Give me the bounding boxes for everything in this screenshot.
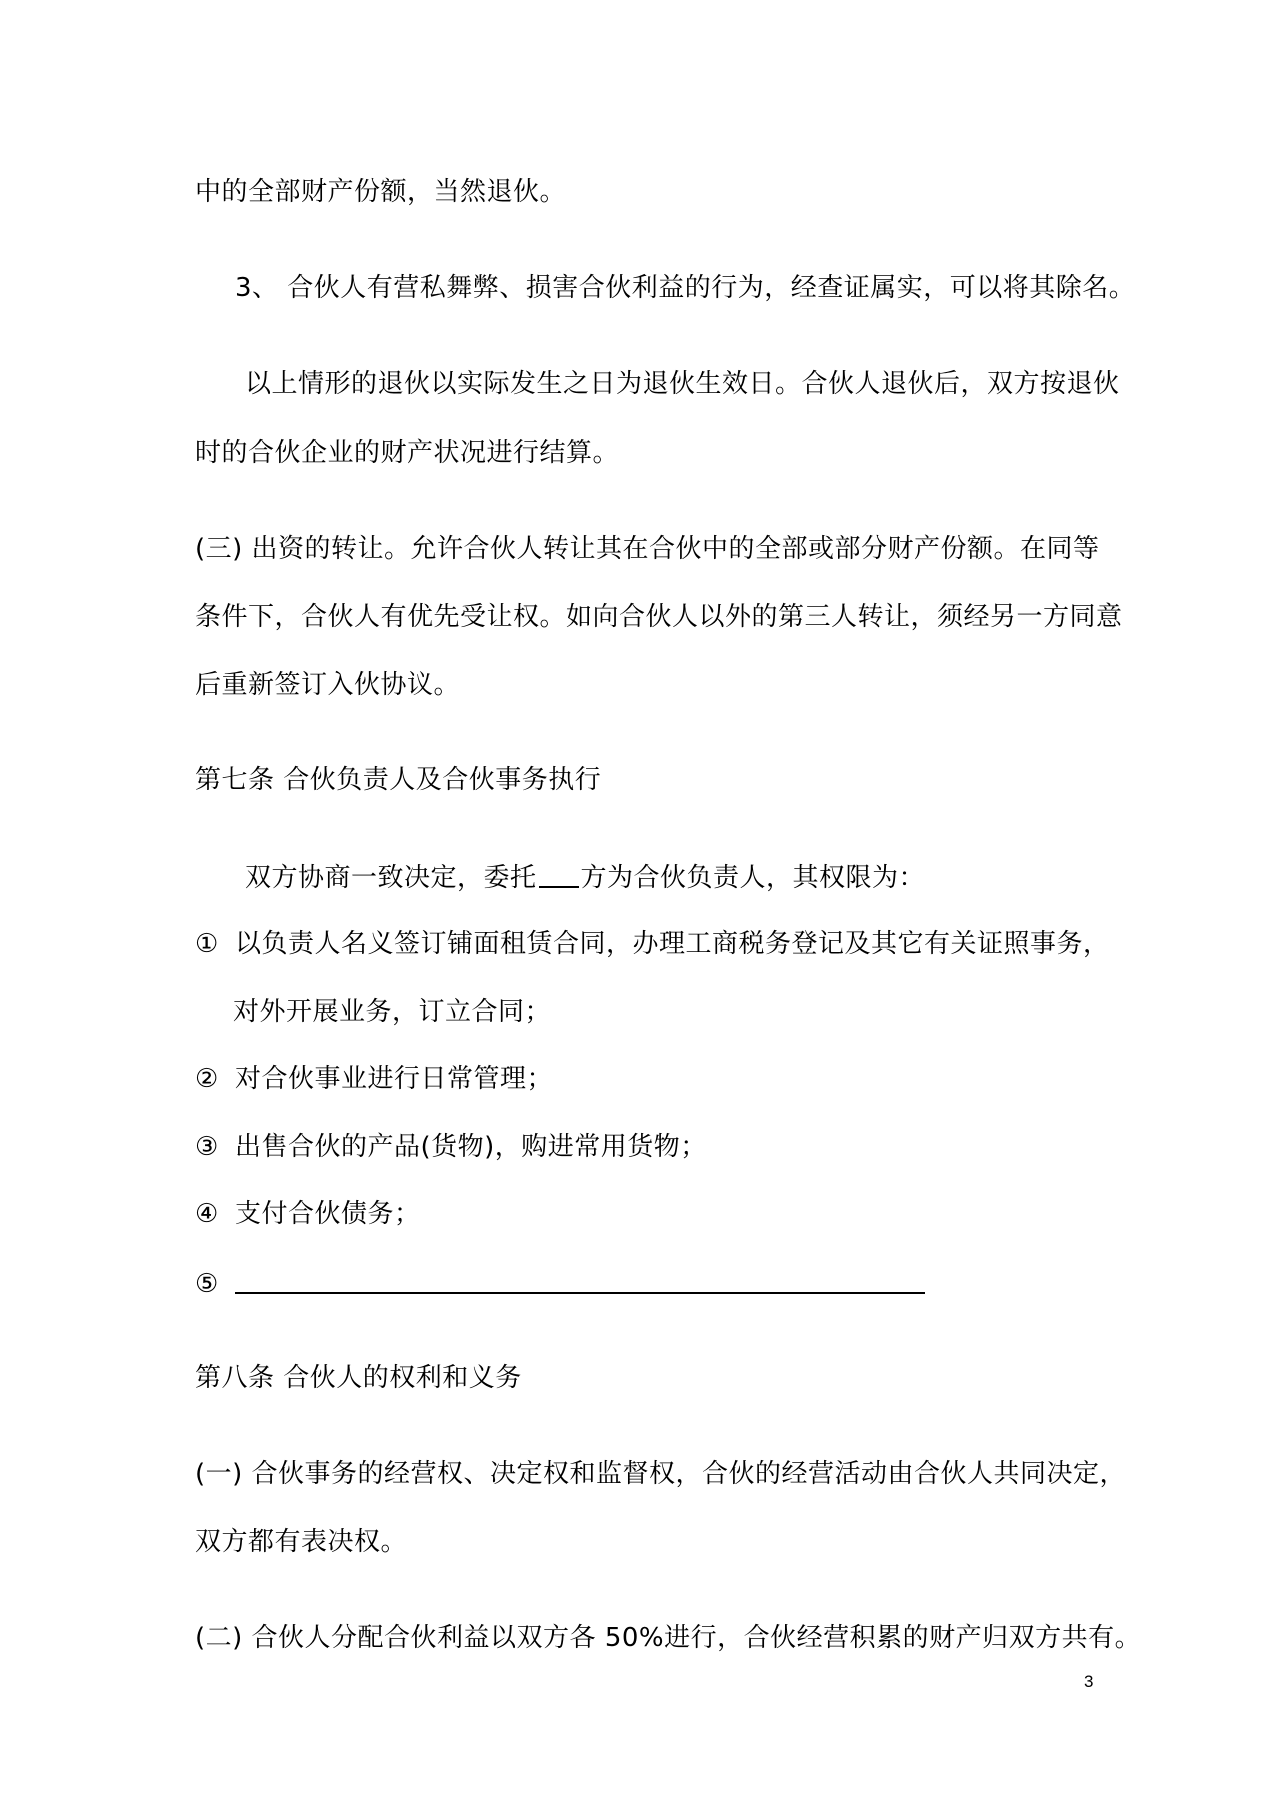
paragraph-line: 以上情形的退伙以实际发生之日为退伙生效日。合伙人退伙后，双方按退伙 xyxy=(245,369,1120,399)
list-item-continuation: 对外开展业务，订立合同； xyxy=(233,997,552,1027)
paragraph-line: (二) 合伙人分配合伙利益以双方各 50%进行，合伙经营积累的财产归双方共有。 xyxy=(195,1623,1142,1653)
paragraph-line: (三) 出资的转让。允许合伙人转让其在合伙中的全部或部分财产份额。在同等 xyxy=(195,534,1100,564)
list-item xyxy=(195,1196,421,1232)
list-number: ④ xyxy=(195,1199,219,1229)
paragraph-line: 中的全部财产份额，当然退伙。 xyxy=(195,177,567,207)
article-heading: 第八条 合伙人的权利和义务 xyxy=(195,1363,522,1393)
list-number: ② xyxy=(195,1064,219,1094)
list-item-text: 支付合伙债务； xyxy=(235,1199,421,1229)
paragraph-text: 方为合伙负责人，其权限为： xyxy=(580,863,926,893)
paragraph-line: 3、 合伙人有营私舞弊、损害合伙利益的行为，经查证属实，可以将其除名。 xyxy=(235,273,1136,303)
paragraph-line xyxy=(245,858,925,896)
list-item xyxy=(195,926,1110,962)
paragraph-line: (一) 合伙事务的经营权、决定权和监督权，合伙的经营活动由合伙人共同决定， xyxy=(195,1459,1127,1489)
article-heading: 第七条 合伙负责人及合伙事务执行 xyxy=(195,765,602,795)
list-item xyxy=(195,1264,925,1302)
page-number: 3 xyxy=(1084,1672,1094,1691)
paragraph-line: 双方都有表决权。 xyxy=(195,1527,408,1557)
list-item-text: 出售合伙的产品(货物)，购进常用货物； xyxy=(235,1132,707,1162)
list-item-text: 以负责人名义签订铺面租赁合同，办理工商税务登记及其它有关证照事务， xyxy=(235,929,1110,959)
list-number: ③ xyxy=(195,1132,219,1162)
paragraph-line: 条件下，合伙人有优先受让权。如向合伙人以外的第三人转让，须经另一方同意 xyxy=(195,602,1123,632)
paragraph-line: 后重新签订入伙协议。 xyxy=(195,670,461,700)
fill-in-blank xyxy=(539,860,579,888)
list-item xyxy=(195,1061,553,1097)
paragraph-text: 双方协商一致决定，委托 xyxy=(245,863,537,893)
fill-in-blank xyxy=(235,1266,925,1294)
list-number: ① xyxy=(195,929,219,959)
list-number: ⑤ xyxy=(195,1269,219,1299)
list-item-text: 对合伙事业进行日常管理； xyxy=(235,1064,554,1094)
list-item xyxy=(195,1129,707,1165)
paragraph-line: 时的合伙企业的财产状况进行结算。 xyxy=(195,438,620,468)
